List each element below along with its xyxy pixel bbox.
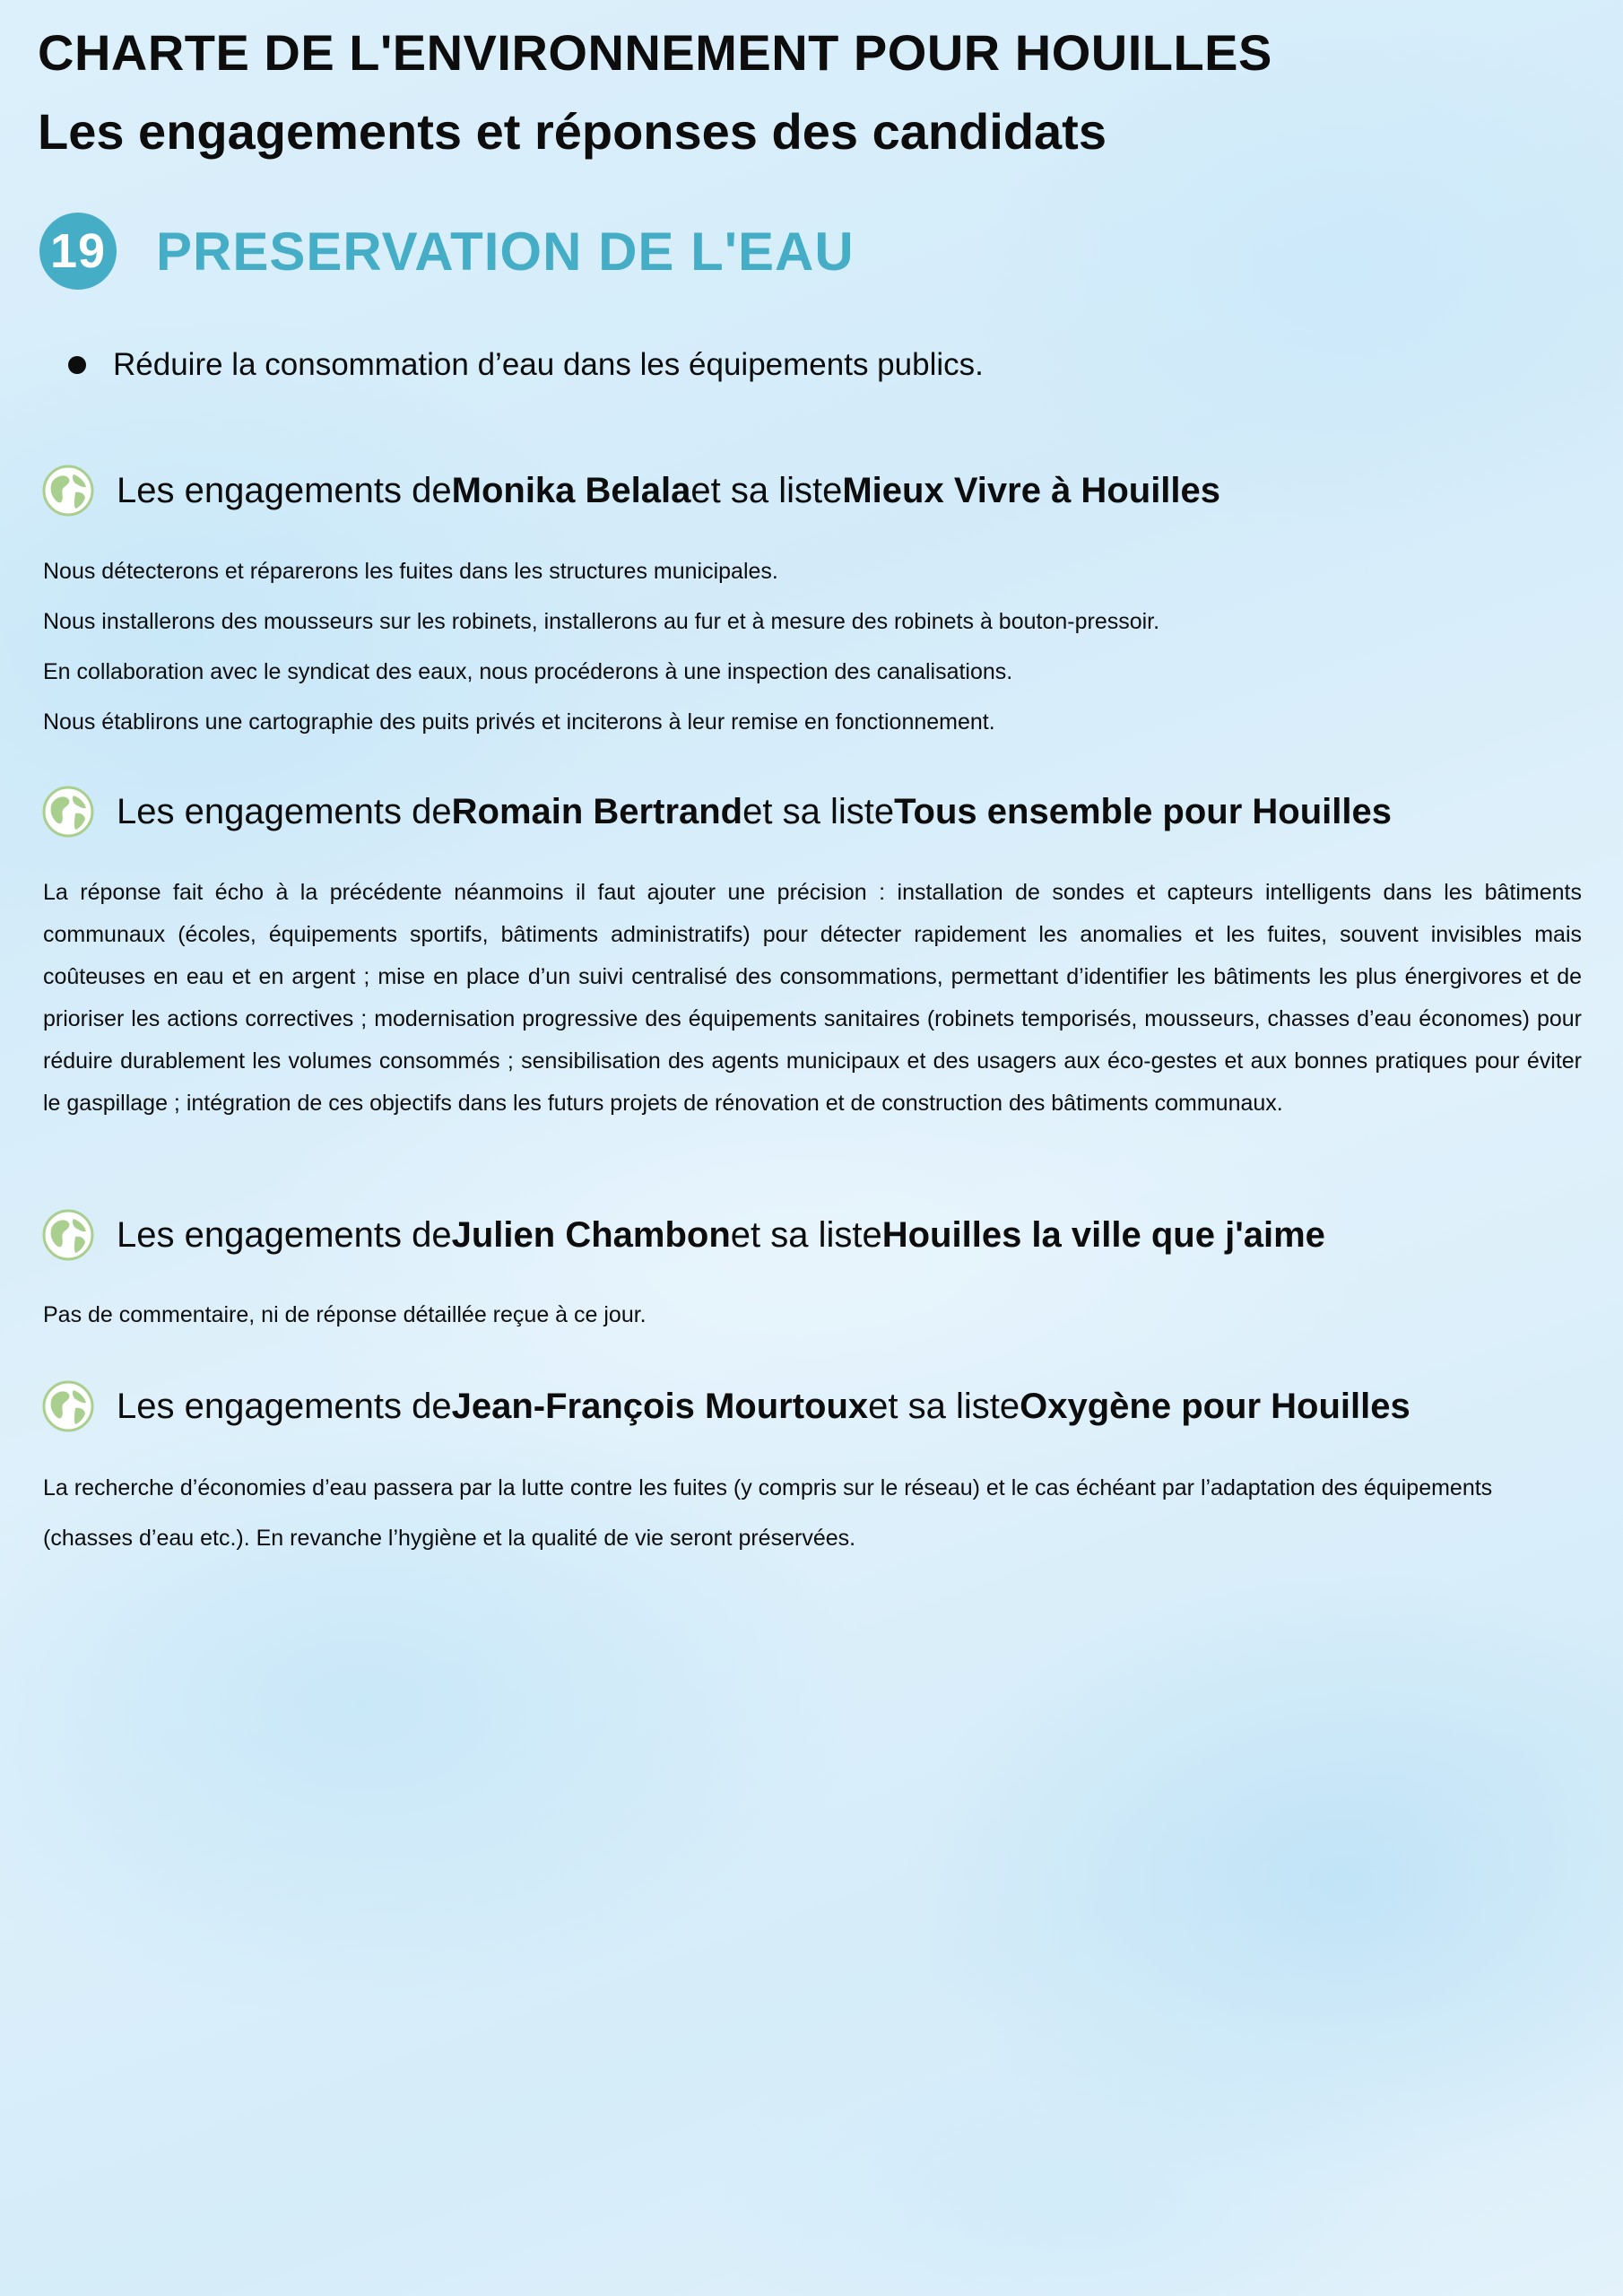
objective-text: Réduire la consommation d’eau dans les équipements publics. (113, 347, 984, 382)
heading-prefix: Les engagements de (117, 471, 452, 510)
section-title: PRESERVATION DE L'EAU (156, 221, 855, 282)
candidate-name: Monika Belala (451, 471, 691, 510)
heading-middle: et sa liste (730, 1215, 882, 1255)
commitment-paragraph: Nous installerons des mousseurs sur les robinets, installerons au fur et à mesure des robinets à bouton-pressoir. (43, 609, 1160, 634)
heading-prefix: Les engagements de (117, 792, 452, 831)
document-subtitle: Les engagements et réponses des candidats (38, 103, 1107, 160)
globe-icon (41, 1379, 95, 1433)
candidate-name: Jean-François Mourtoux (451, 1387, 869, 1426)
globe-icon (41, 1208, 95, 1262)
bullet-icon (68, 356, 86, 374)
globe-icon (41, 785, 95, 839)
heading-middle: et sa liste (690, 471, 843, 510)
section-header (39, 212, 855, 291)
globe-icon (41, 464, 95, 517)
candidate-heading-bertrand (41, 785, 1392, 839)
list-name: Houilles la ville que j'aime (881, 1215, 1325, 1255)
list-name: Oxygène pour Houilles (1020, 1387, 1410, 1426)
candidate-name: Romain Bertrand (451, 792, 743, 831)
commitment-paragraph: La recherche d’économies d’eau passera par la lutte contre les fuites (y compris sur le réseau) et le cas échéant par l’adaptation des équipements (chasses d’eau etc.). En revanche l’hygiène et la qualité de vie seront préservées. (43, 1475, 1493, 1551)
list-name: Mieux Vivre à Houilles (842, 471, 1221, 510)
commitment-paragraph: Nous établirons une cartographie des puits privés et inciterons à leur remise en fonctionnement. (43, 709, 995, 735)
candidate-heading-belala (41, 464, 1220, 517)
commitment-paragraph: La réponse fait écho à la précédente néanmoins il faut ajouter une précision : installation de sondes et capteurs intelligents dans les bâtiments communaux (écoles, équipements sportifs, bâtiments administratifs) pour détecter rapidement les anomalies et les fuites, souvent invisibles mais coûteuses en eau et en argent ; mise en place d’un suivi centralisé des consommations, permettant d’identifier les bâtiments les plus énergivores et de prioriser les actions correctives ; modernisation progressive des équipements sanitaires (robinets temporisés, mousseurs, chasses d’eau économes) pour réduire durablement les volumes consommés ; sensibilisation des agents municipaux et des usagers aux éco-gestes et aux bonnes pratiques pour éviter le gaspillage ; intégration de ces objectifs dans les futurs projets de rénovation et de construction des bâtiments communaux. (43, 880, 1582, 1116)
heading-prefix: Les engagements de (117, 1215, 452, 1255)
heading-middle: et sa liste (742, 792, 895, 831)
section-number-badge: 19 (39, 213, 117, 290)
commitment-paragraph: Nous détecterons et réparerons les fuites dans les structures municipales. (43, 559, 778, 584)
objective-bullet (68, 343, 984, 387)
candidate-heading-mourtoux (41, 1379, 1410, 1433)
commitment-paragraph: En collaboration avec le syndicat des eaux, nous procéderons à une inspection des canalisations. (43, 659, 1013, 684)
document-title: CHARTE DE L'ENVIRONNEMENT POUR HOUILLES (38, 24, 1272, 81)
candidate-heading-chambon (41, 1208, 1325, 1262)
commitment-paragraph: Pas de commentaire, ni de réponse détaillée reçue à ce jour. (43, 1302, 647, 1327)
heading-middle: et sa liste (868, 1387, 1020, 1426)
list-name: Tous ensemble pour Houilles (894, 792, 1392, 831)
candidate-name: Julien Chambon (451, 1215, 731, 1255)
heading-prefix: Les engagements de (117, 1387, 452, 1426)
